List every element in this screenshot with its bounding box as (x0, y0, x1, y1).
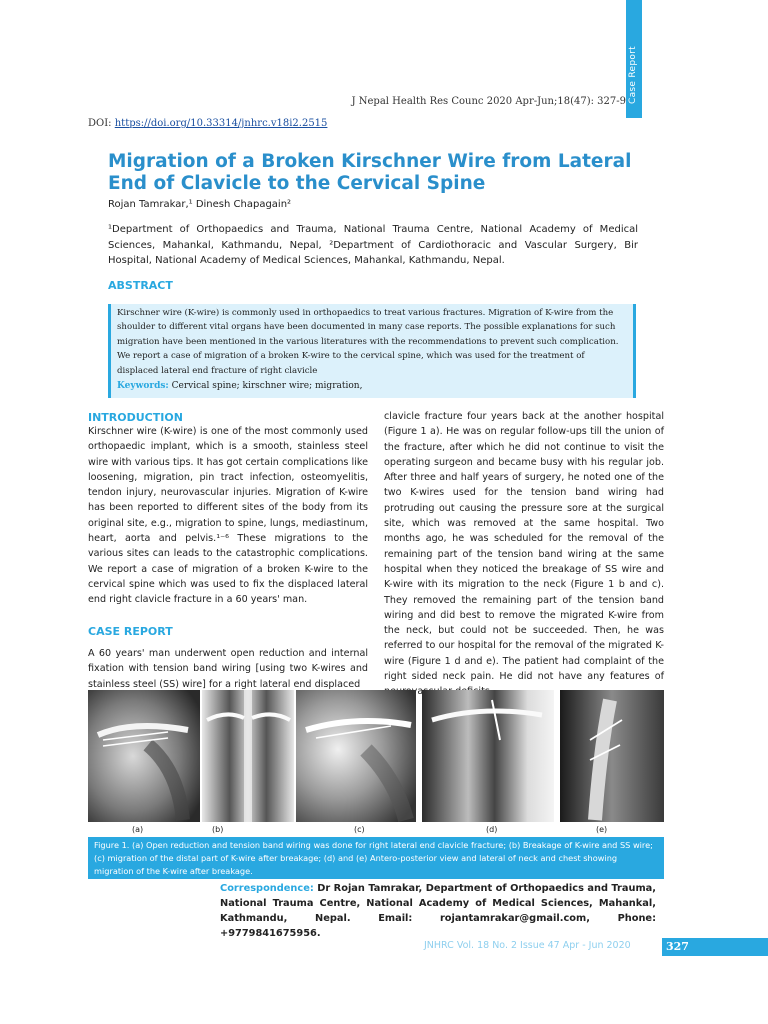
abstract-box (108, 304, 636, 398)
article-title: Migration of a Broken Kirschner Wire from Lateral End of Clavicle to the Cervical Spine (108, 151, 632, 194)
doi-line (88, 118, 327, 129)
xray-c-image (296, 690, 416, 822)
introduction-text (88, 424, 368, 608)
case-report-label: Case Report (628, 45, 639, 105)
correspondence (220, 881, 656, 941)
right-column-text (384, 409, 664, 700)
journal-reference: J Nepal Health Res Counc 2020 Apr-Jun;18(47): 327-9 (351, 96, 626, 107)
case-report-tab (626, 0, 642, 118)
correspondence-text: Dr Rojan Tamrakar, Department of Orthopaedics and Trauma, National Trauma Centre, National Academy of Medical Sciences, Mahankal, Kathmandu, Nepal. Email: rojantamrakar@gmail.com, Phone: +9779841675956. (220, 883, 656, 939)
figure-label-d: (d) (486, 825, 498, 834)
xray-b-image (202, 690, 294, 822)
right-column-paragraph: clavicle fracture four years back at the another hospital (Figure 1 a). He was on regular follow-ups till the union of the fracture, after which he did not continue to visit the operating surgeon and became busy with his regular job. After three and half years of surgery, he noted one of the two K-wires used for the tension band wiring had protruding out causing the pressure sore at the surgical site, which was removed at the same hospital. Two months ago, he was scheduled for the removal of the remaining part of the tension band wiring at the same hospital when they noticed the breakage of SS wire and K-wire with its migration to the neck (Figure 1 b and c). They removed the remaining part of the tension band wiring and did best to remove the migrated K-wire from the neck, but could not be succeeded. Then, he was referred to our hospital for the removal of the migrated K-wire (Figure 1 d and e). The patient had complaint of the right sided neck pain. He did not have any features of neurovascular (384, 411, 664, 698)
introduction-paragraph: Kirschner wire (K-wire) is one of the most commonly used orthopaedic implant, which is a smooth, stainless steel wire with various tips. It has got certain complications like loosening, migration, pin tract infection, osteomyelitis, tendon injury, neurovascular injuries. Migration of K-wire has been reported to different sites of the body from its original site, e.g., migration to spine, lungs, mediastinum, heart, aorta and pelvis.¹⁻⁶ These migrations to the various sites can leads to the catastrophic complications. We report a case of migration of a broken K-wire to the cervical spine which was used to fix the displaced lateral end right clavicle fracture in a 60 years' man. (88, 426, 368, 606)
introduction-heading: INTRODUCTION (88, 411, 183, 424)
doi-link[interactable]: https://doi.org/10.33314/jnhrc.v18i2.2515 (114, 118, 328, 129)
keywords (117, 381, 627, 391)
keywords-label: Keywords: (117, 381, 169, 392)
abstract-text: Kirschner wire (K-wire) is commonly used in orthopaedics to treat various fractures. Migration of K-wire from the shoulder to different vital organs have been documented in many case reports. The possible explanations for such migration have been mentioned in the various literatures with the recommendations to prevent such complication. We report a case of migration of a broken K-wire to the cervical spine, which was used for the treatment of displaced lateral end fracture of right clavicle (117, 308, 619, 376)
correspondence-label: Correspondence: (220, 883, 314, 894)
page-number: 327 (662, 938, 768, 956)
xray-a-image (88, 690, 200, 822)
case-report-heading: CASE REPORT (88, 625, 173, 638)
affiliations: ¹Department of Orthopaedics and Trauma, National Trauma Centre, National Academy of Medical Sciences, Mahankal, Kathmandu, Nepal, ²Department of Cardiothoracic and Vascular Surgery, Bir Hospital, National Academy of Medical Sciences, Mahankal, Kathmandu, Nepal. (108, 224, 638, 266)
figure-1-photos (88, 690, 664, 822)
case-report-paragraph: A 60 years' man underwent open reduction and internal fixation with tension band wiring [using two K-wires and stainless steel (SS) wire] for a right lateral end displaced (88, 648, 368, 690)
doi-label: DOI: (88, 118, 112, 129)
keywords-text: Cervical spine; kirschner wire; migration, (171, 381, 363, 392)
xray-d-image (422, 690, 554, 822)
xray-e-image (560, 690, 664, 822)
figure-label-a: (a) (132, 825, 144, 834)
figure-label-c: (c) (354, 825, 365, 834)
figure-label-b: (b) (212, 825, 224, 834)
figure-label-e: (e) (596, 825, 608, 834)
abstract-heading: ABSTRACT (108, 279, 173, 292)
figure-caption: Figure 1. (a) Open reduction and tension band wiring was done for right lateral end clavicle fracture; (b) Breakage of K-wire and SS wire; (c) migration of the distal part of K-wire after breakage; (d) and (e) Antero-posterior view and lateral of neck and chest showing migration of the K-wire after breakage. (88, 837, 664, 879)
case-report-text (88, 646, 368, 692)
journal-footer: JNHRC Vol. 18 No. 2 Issue 47 Apr - Jun 2020 (424, 940, 631, 951)
author-list: Rojan Tamrakar,¹ Dinesh Chapagain² (108, 199, 292, 210)
